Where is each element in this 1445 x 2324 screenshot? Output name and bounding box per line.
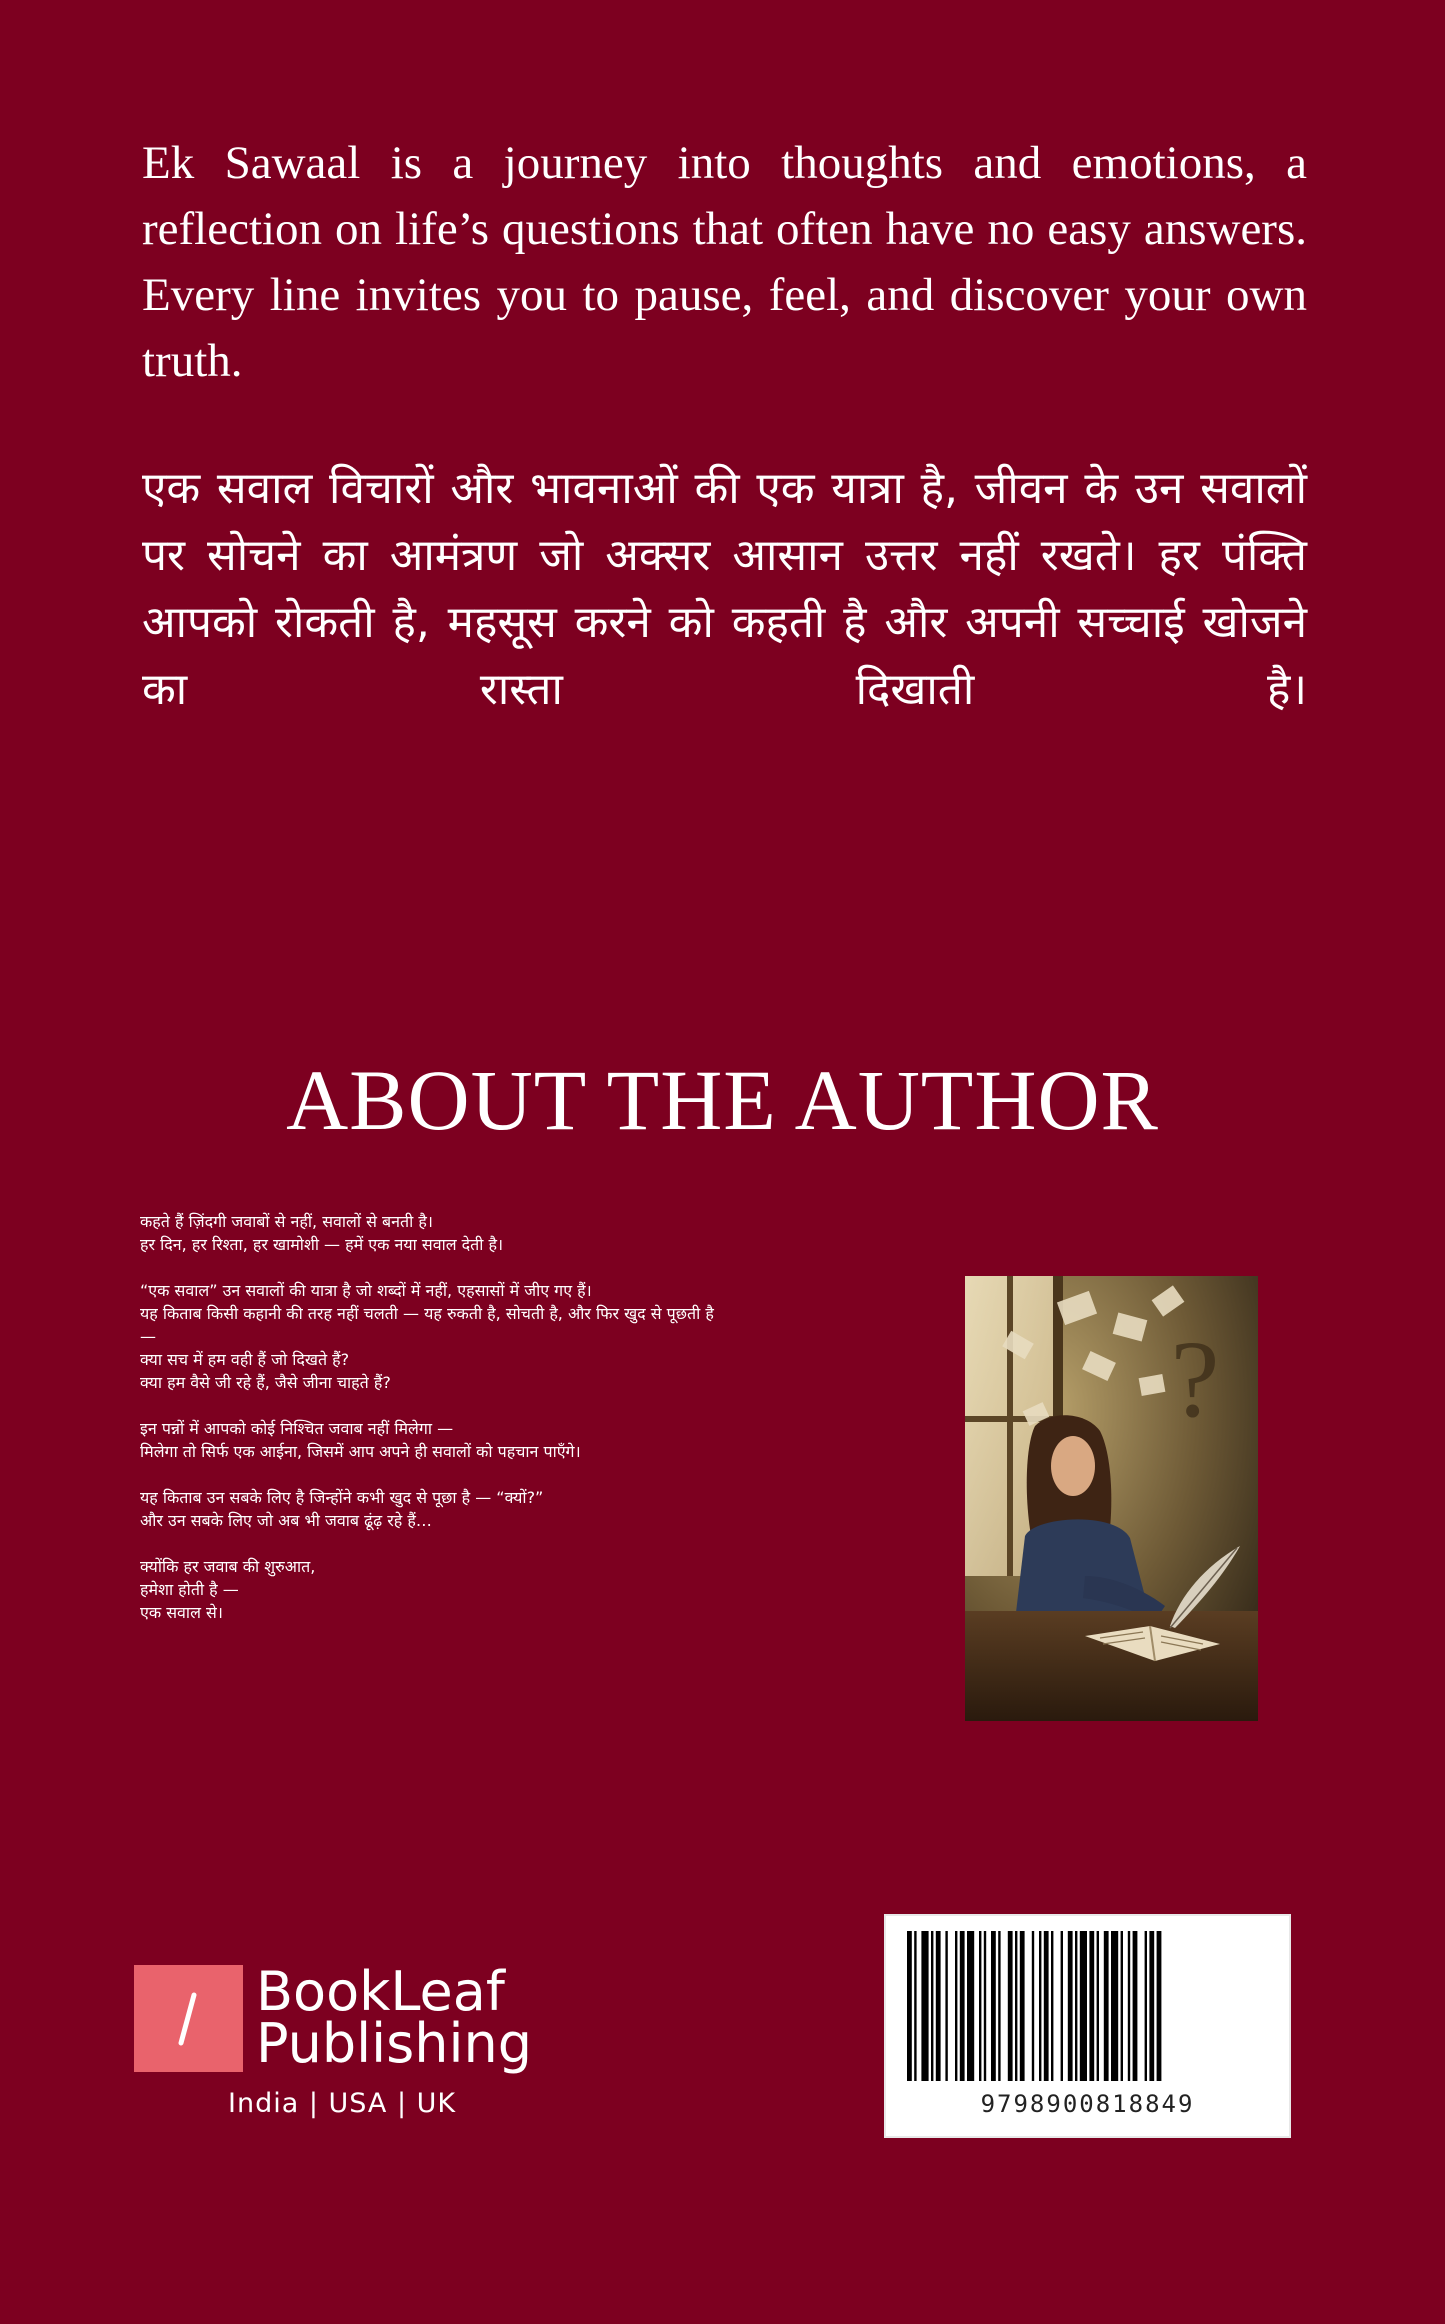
publisher-regions: India | USA | UK [228,2088,457,2119]
author-line: और उन सबके लिए जो अब भी जवाब ढूंढ़ रहे हैं… [140,1511,432,1530]
author-line: एक सवाल से। [140,1603,223,1622]
author-line: हमेशा होती है — [140,1580,239,1599]
author-line: मिलेगा तो सिर्फ एक आईना, जिसमें आप अपने ही सवालों को पहचान पाएँगे। [140,1442,581,1461]
author-description [140,1210,840,1647]
author-line: इन पन्नों में आपको कोई निश्चित जवाब नहीं मिलेगा — [140,1419,454,1438]
svg-text:?: ? [1170,1318,1220,1440]
blurb-hindi: एक सवाल विचारों और भावनाओं की एक यात्रा है, जीवन के उन सवालों पर सोचने का आमंत्रण जो अक्सर आसान उत्तर नहीं रखते। हर पंक्ति आपको रोकती है, महसूस करने को कहती है और अपनी सच्चाई खोजने का रास्ता दिखाती है। [142,463,1307,715]
publisher-slash-icon [134,1965,243,2072]
author-line: कहते हैं ज़िंदगी जवाबों से नहीं, सवालों से बनती है। [140,1212,433,1231]
author-line: यह किताब किसी कहानी की तरह नहीं चलती — यह रुकती है, सोचती है, और फिर खुद से पूछती है [140,1304,714,1323]
author-paragraph-5 [140,1555,840,1624]
author-line: “एक सवाल” उन सवालों की यात्रा है जो शब्दों में नहीं, एहसासों में जीए गए हैं। [140,1281,592,1300]
barcode-bars-graphic [907,1931,1272,2081]
author-line: क्योंकि हर जवाब की शुरुआत, [140,1557,316,1576]
author-paragraph-1 [140,1210,840,1256]
author-illustration [965,1276,1258,1721]
author-line: क्या सच में हम वही हैं जो दिखते हैं? [140,1350,350,1369]
publisher-name-line1: BookLeaf [256,1960,505,2023]
author-line: — [140,1327,156,1346]
author-line: हर दिन, हर रिश्ता, हर खामोशी — हमें एक नया सवाल देती है। [140,1235,504,1254]
publisher-name-line2: Publishing [256,2012,532,2075]
author-paragraph-4 [140,1486,840,1532]
about-author-heading: ABOUT THE AUTHOR [286,1052,1159,1148]
blurb-english: Ek Sawaal is a journey into thoughts and emotions, a reflection on life’s questions that often have no easy answers. Every line invites you to pause, feel, and discover your own truth. [142,137,1307,387]
author-line: क्या हम वैसे जी रहे हैं, जैसे जीना चाहते हैं? [140,1373,391,1392]
publisher-logo [134,1962,554,2132]
isbn-barcode [884,1914,1291,2138]
barcode-number: 9798900818849 [980,2090,1195,2118]
author-paragraph-2 [140,1279,840,1394]
author-paragraph-3 [140,1417,840,1463]
author-line: यह किताब उन सबके लिए है जिन्होंने कभी खुद से पूछा है — “क्यों?” [140,1488,544,1507]
